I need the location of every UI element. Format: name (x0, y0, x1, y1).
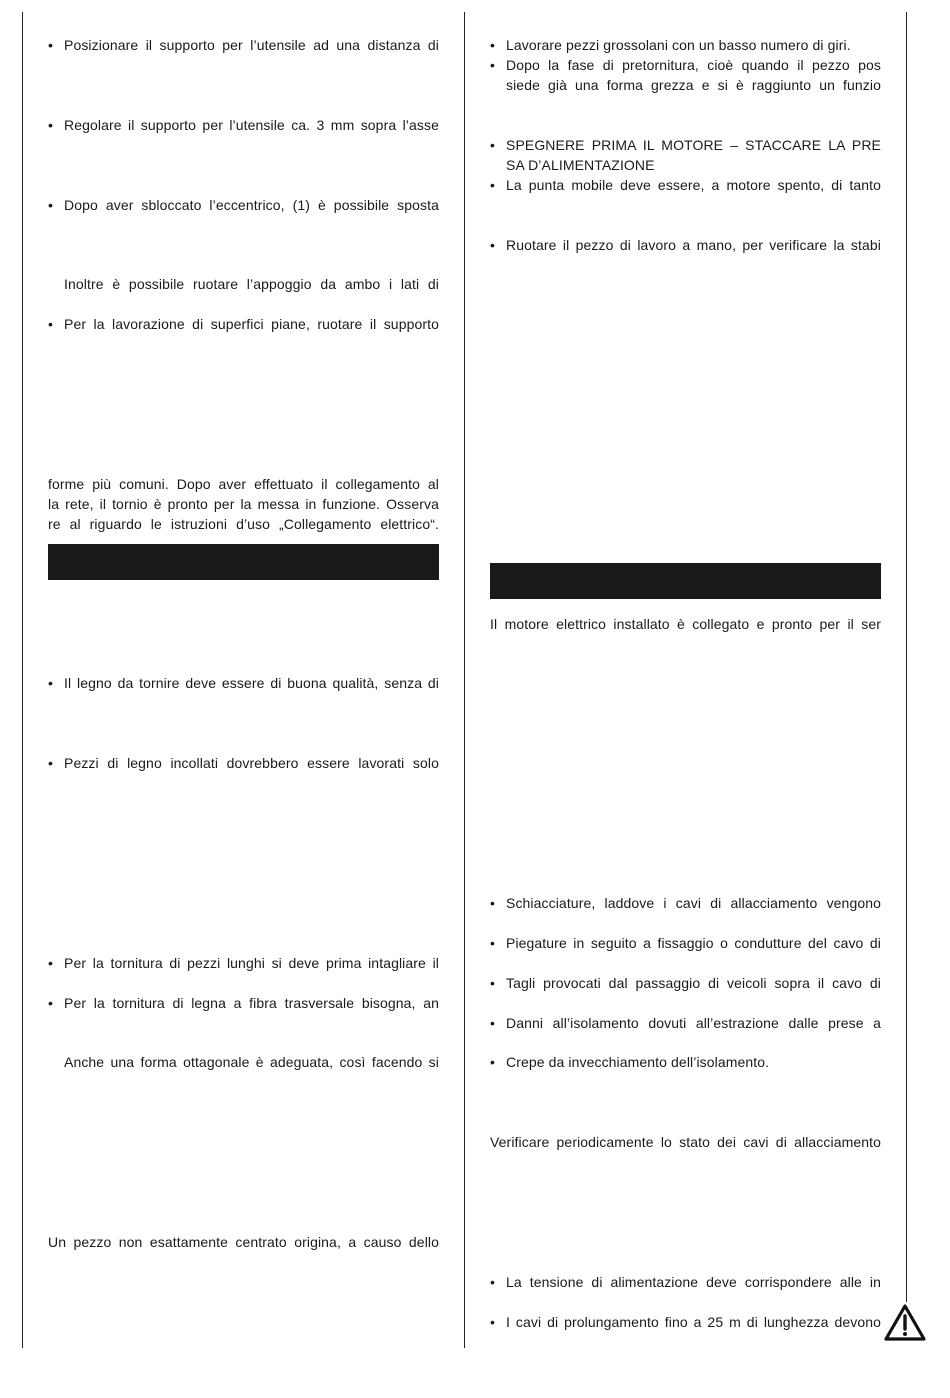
list-item (48, 993, 439, 1013)
bullet: • (48, 675, 54, 691)
bullet: • (48, 197, 54, 213)
list-item-text: La punta mobile deve essere, a motore spento, di tanto (506, 177, 881, 193)
bullet: • (490, 1314, 496, 1330)
bullet: • (48, 37, 54, 53)
list-item-text: Pezzi di legno incollati dovrebbero essere lavorati solo (64, 755, 439, 771)
list-item-text: Schiacciature, laddove i cavi di allacciamento vengono (506, 895, 881, 911)
bullet: • (490, 975, 496, 991)
list-item-continuation: siede già una forma grezza e si è raggiunto un funzio (506, 77, 881, 93)
bullet: • (490, 895, 496, 911)
section-heading-bar (490, 563, 881, 599)
list-item-text: Per la lavorazione di superfici piane, ruotare il supporto (64, 316, 439, 332)
bullet: • (490, 137, 496, 153)
list-item-text: Regolare il supporto per l’utensile ca. 3 mm sopra l’asse (64, 117, 439, 133)
paragraph-line: Un pezzo non esattamente centrato origina, a causo dello (48, 1234, 439, 1250)
bullet: • (490, 1274, 496, 1290)
bullet: • (490, 57, 496, 73)
list-item-text: Dopo la fase di pretornitura, cioè quando il pezzo pos (506, 57, 881, 73)
list-item-text: Per la tornitura di legna a fibra trasversale bisogna, an (64, 995, 439, 1011)
list-item-text: Tagli provocati dal passaggio di veicoli sopra il cavo di (506, 975, 881, 991)
paragraph-line: forme più comuni. Dopo aver effettuato il collegamento al (48, 476, 439, 492)
left-margin-rule (22, 12, 23, 1348)
list-item (490, 175, 881, 195)
list-item-text: Per la tornitura di pezzi lunghi si deve prima intagliare il (64, 955, 439, 971)
list-item (48, 35, 439, 55)
list-item (490, 1272, 881, 1292)
list-item-text: Lavorare pezzi grossolani con un basso numero di giri. (506, 37, 851, 53)
list-item-text: Dopo aver sbloccato l’eccentrico, (1) è possibile sposta (64, 197, 439, 213)
list-item (490, 1312, 881, 1332)
list-item-text: I cavi di prolungamento fino a 25 m di lunghezza devono (506, 1314, 881, 1330)
list-item (490, 55, 881, 75)
paragraph-line: Inoltre è possibile ruotare l’appoggio da ambo i lati di (64, 276, 439, 292)
list-item (48, 753, 439, 773)
list-item (490, 973, 881, 993)
bullet: • (490, 1054, 496, 1070)
list-item-text: Il legno da tornire deve essere di buona qualità, senza di (64, 675, 439, 691)
bullet: • (48, 995, 54, 1011)
list-item-text: Ruotare il pezzo di lavoro a mano, per verificare la stabi (506, 237, 881, 253)
bullet: • (48, 955, 54, 971)
bullet: • (490, 177, 496, 193)
paragraph-line: Verificare periodicamente lo stato dei cavi di allacciamento (490, 1134, 881, 1150)
list-item (490, 35, 881, 55)
bullet: • (490, 37, 496, 53)
paragraph-line: la rete, il tornio è pronto per la messa in funzione. Osserva (48, 496, 439, 512)
list-item-text: La tensione di alimentazione deve corrispondere alle in (506, 1274, 881, 1290)
list-item-text: Danni all’isolamento dovuti all’estrazione dalle prese a (506, 1015, 881, 1031)
list-item-text: Posizionare il supporto per l’utensile ad una distanza di (64, 37, 439, 53)
list-item (490, 1052, 881, 1072)
list-item (48, 195, 439, 215)
list-item (490, 135, 881, 155)
paragraph-line: Anche una forma ottagonale è adeguata, così facendo si (64, 1054, 439, 1070)
list-item (490, 1013, 881, 1033)
bullet: • (490, 237, 496, 253)
list-item (48, 953, 439, 973)
list-item (490, 235, 881, 255)
list-item (48, 673, 439, 693)
bullet: • (48, 755, 54, 771)
list-item-text: Piegature in seguito a fissaggio o condutture del cavo di (506, 935, 881, 951)
column-divider-rule (464, 12, 465, 1348)
list-item (48, 314, 439, 334)
list-item (48, 115, 439, 135)
bullet: • (490, 1015, 496, 1031)
paragraph-line: Il motore elettrico installato è collegato e pronto per il ser (490, 616, 881, 632)
paragraph-line: re al riguardo le istruzioni d’uso „Collegamento elettrico“. (48, 516, 439, 532)
list-item (490, 893, 881, 913)
bullet: • (490, 935, 496, 951)
list-item-text: Crepe da invecchiamento dell’isolamento. (506, 1054, 770, 1070)
right-margin-rule (906, 12, 907, 1302)
list-item-continuation: SA D’ALIMENTAZIONE (506, 157, 655, 173)
section-heading-bar (48, 544, 439, 580)
bullet: • (48, 316, 54, 332)
list-item-text: SPEGNERE PRIMA IL MOTORE – STACCARE LA PRE (506, 137, 881, 153)
list-item (490, 933, 881, 953)
warning-icon (884, 1304, 926, 1342)
bullet: • (48, 117, 54, 133)
